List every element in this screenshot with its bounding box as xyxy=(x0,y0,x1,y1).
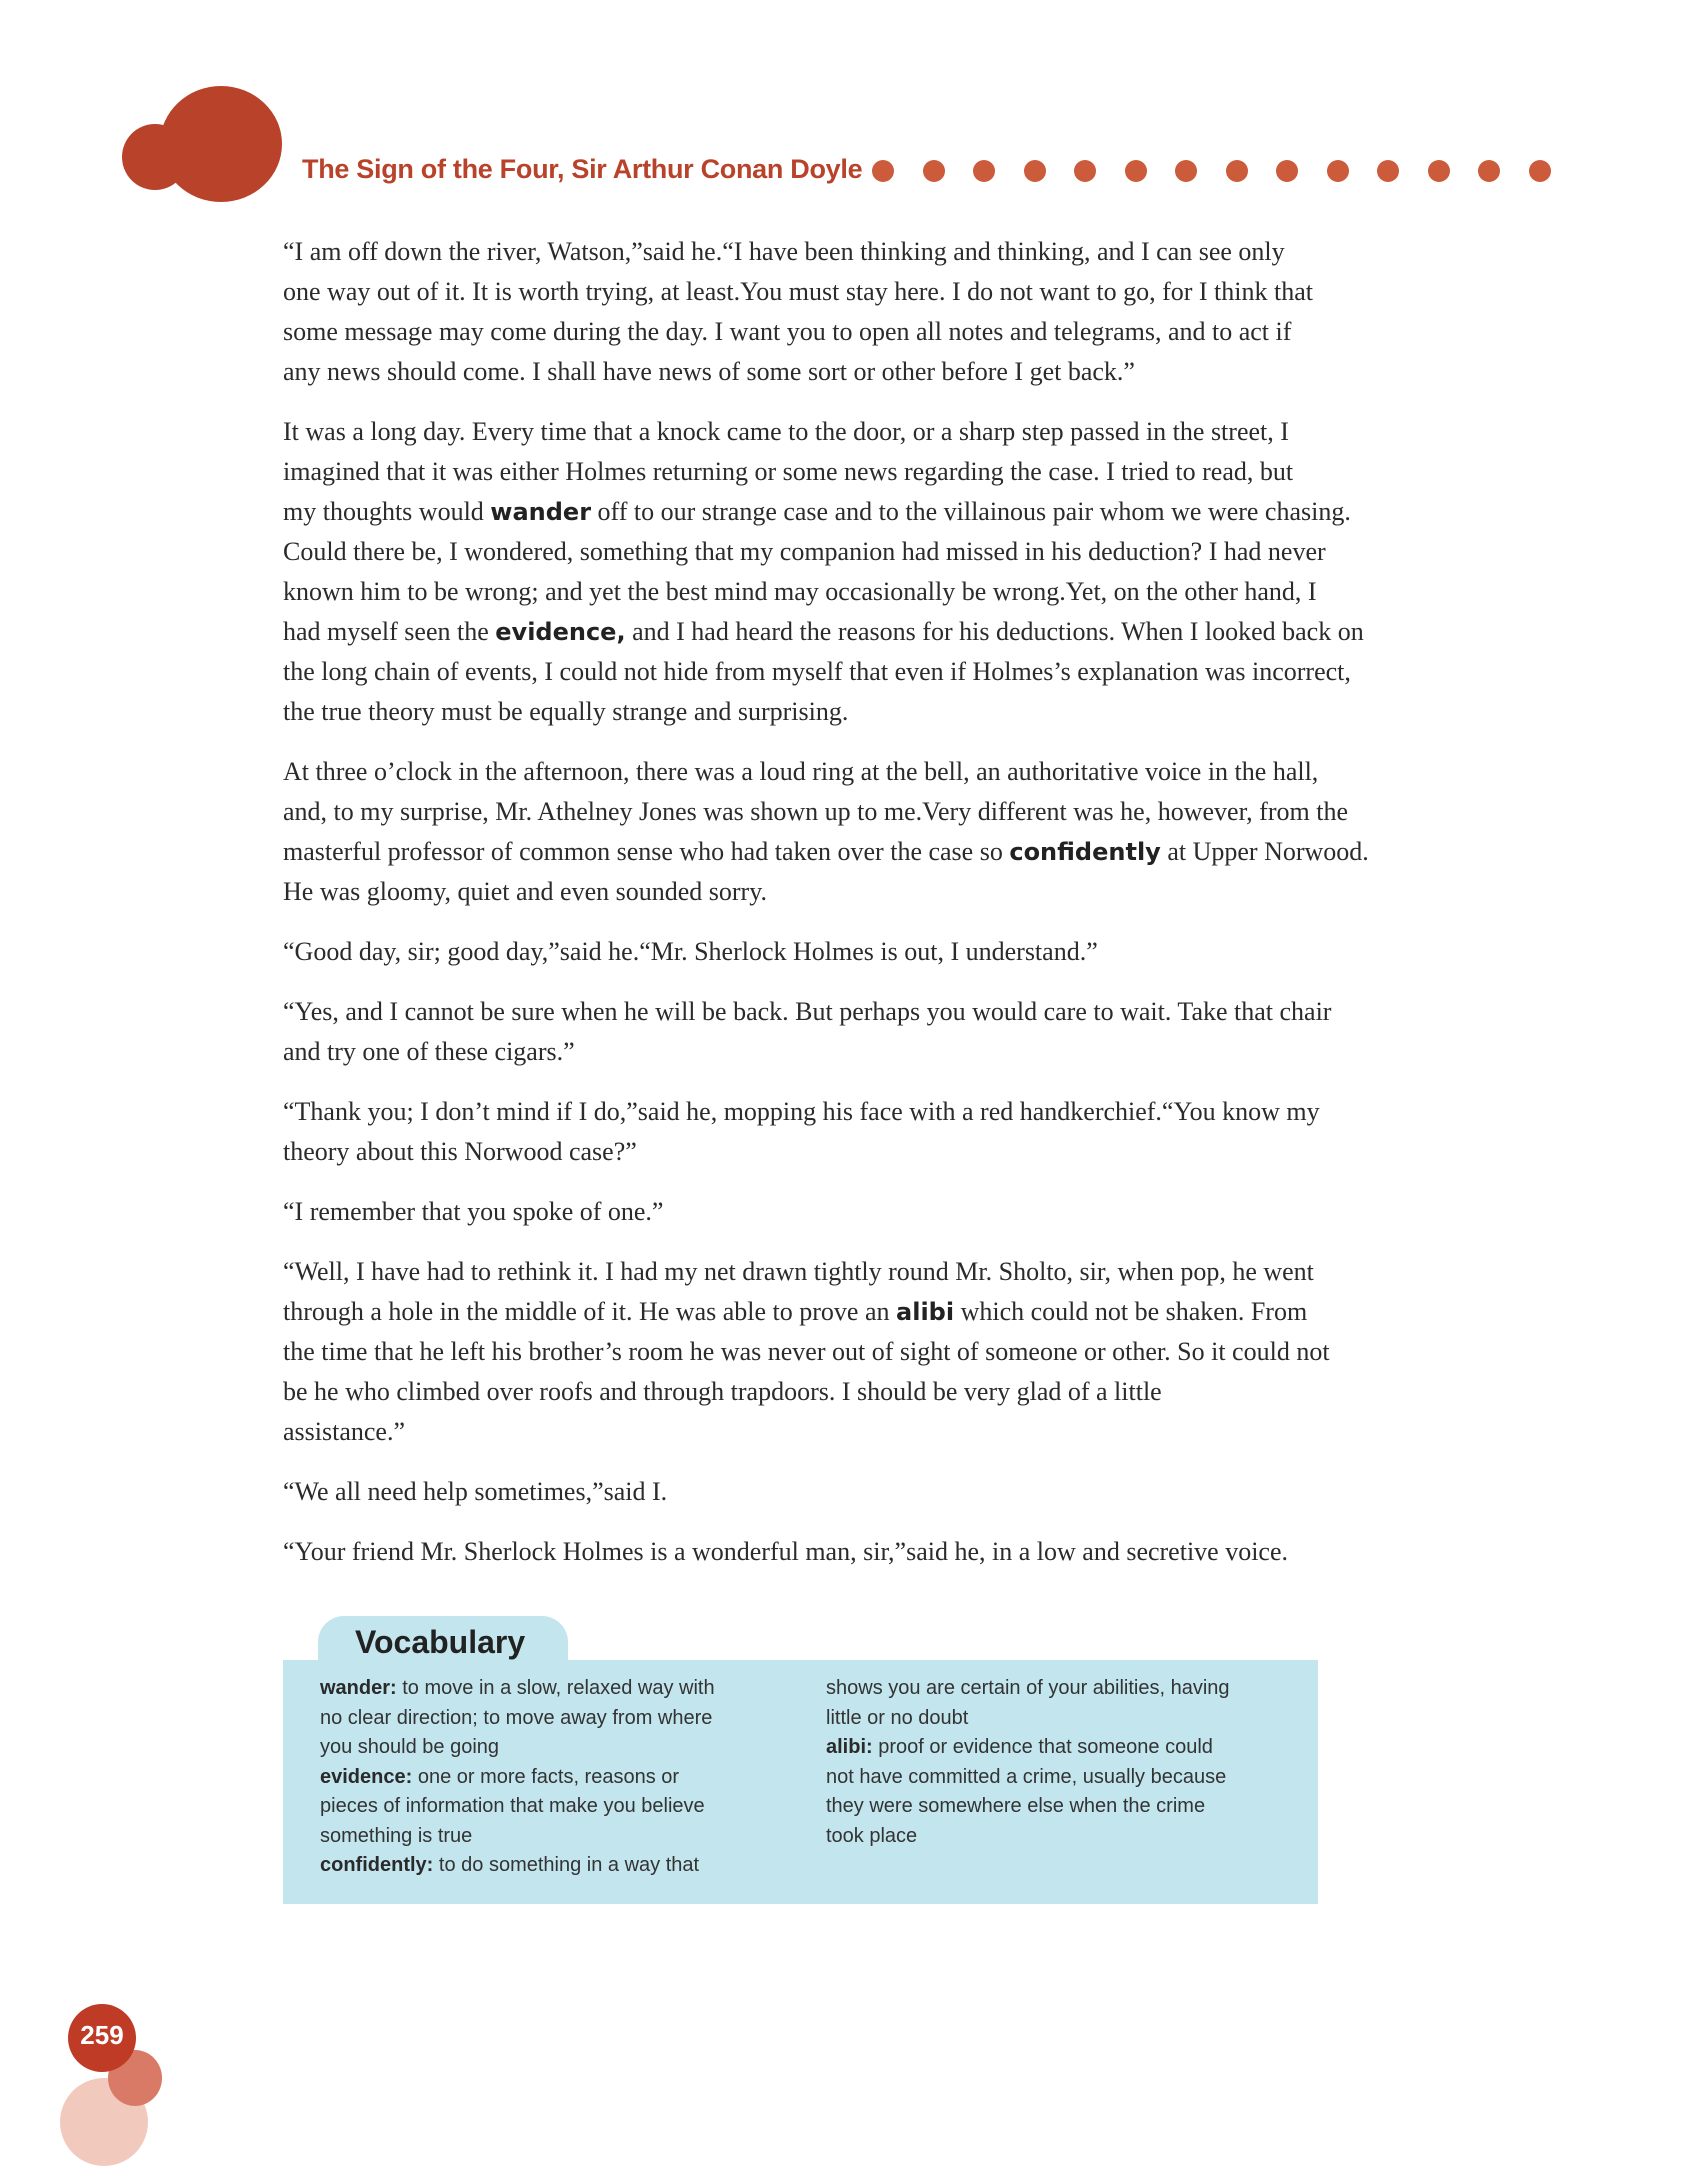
header-dot xyxy=(1377,160,1399,182)
vocabulary-term: wander: xyxy=(320,1677,397,1699)
vocabulary-line: shows you are certain of your abilities, having xyxy=(826,1677,1230,1699)
text-line: imagined that it was either Holmes returning or some news regarding the case. I tried to read, but xyxy=(283,457,1294,486)
story-paragraph xyxy=(283,752,1483,912)
header-dot xyxy=(1024,160,1046,182)
text-line: “We all need help sometimes,”said I. xyxy=(283,1477,668,1506)
vocabulary-term: confidently: xyxy=(320,1854,434,1876)
header-dot xyxy=(1125,160,1147,182)
text-line: and try one of these cigars.” xyxy=(283,1037,575,1066)
header-dot xyxy=(1175,160,1197,182)
vocabulary-word-highlight: evidence, xyxy=(495,618,626,646)
vocabulary-column-right xyxy=(826,1674,1230,1851)
text-line: assistance.” xyxy=(283,1417,406,1446)
text-line: At three o’clock in the afternoon, there was a loud ring at the bell, an authoritative voice in the hall, xyxy=(283,757,1319,786)
story-paragraph xyxy=(283,1192,1483,1232)
header-dot xyxy=(872,160,894,182)
header-dot xyxy=(1074,160,1096,182)
vocabulary-line: wander: to move in a slow, relaxed way with xyxy=(320,1677,715,1699)
vocabulary-line: you should be going xyxy=(320,1736,500,1758)
vocabulary-line: something is true xyxy=(320,1824,473,1847)
chapter-title: The Sign of the Four, Sir Arthur Conan Doyle xyxy=(302,154,863,184)
header-dot xyxy=(973,160,995,182)
header-dot xyxy=(1327,160,1349,182)
header-dot xyxy=(1529,160,1551,182)
story-text xyxy=(283,232,1483,1592)
vocabulary-line: pieces of information that make you believe xyxy=(320,1795,705,1817)
vocabulary-column-left xyxy=(320,1674,715,1881)
text-line: “I remember that you spoke of one.” xyxy=(283,1197,664,1226)
vocabulary-line: evidence: one or more facts, reasons or xyxy=(320,1765,680,1788)
vocabulary-line: not have committed a crime, usually because xyxy=(826,1765,1227,1788)
vocabulary-word-highlight: confidently xyxy=(1009,838,1161,866)
text-line: had myself seen the evidence, and I had heard the reasons for his deductions. When I looked back on xyxy=(283,617,1364,646)
header-dot xyxy=(1478,160,1500,182)
text-line: the true theory must be equally strange and surprising. xyxy=(283,697,849,726)
text-line: and, to my surprise, Mr. Athelney Jones was shown up to me.Very different was he, however, from the xyxy=(283,797,1348,826)
text-line: “Thank you; I don’t mind if I do,”said he, mopping his face with a red handkerchief.“You know my xyxy=(283,1097,1320,1126)
header-dot xyxy=(1276,160,1298,182)
text-line: “Your friend Mr. Sherlock Holmes is a wonderful man, sir,”said he, in a low and secretive voice. xyxy=(283,1537,1289,1566)
text-line: my thoughts would wander off to our strange case and to the villainous pair whom we were chasing. xyxy=(283,497,1351,526)
header-decoration-small-circle xyxy=(122,124,188,190)
vocabulary-title: Vocabulary xyxy=(355,1624,526,1660)
story-paragraph xyxy=(283,932,1483,972)
story-paragraph xyxy=(283,1472,1483,1512)
text-line: masterful professor of common sense who had taken over the case so confidently at Upper Norwood. xyxy=(283,837,1369,866)
text-line: “Well, I have had to rethink it. I had my net drawn tightly round Mr. Sholto, sir, when pop, he went xyxy=(283,1257,1314,1286)
text-line: “Good day, sir; good day,”said he.“Mr. Sherlock Holmes is out, I understand.” xyxy=(283,937,1098,966)
text-line: “I am off down the river, Watson,”said he.“I have been thinking and thinking, and I can see only xyxy=(283,237,1285,266)
story-paragraph xyxy=(283,412,1483,732)
text-line: the time that he left his brother’s room he was never out of sight of someone or other. So it could not xyxy=(283,1337,1330,1366)
text-line: Could there be, I wondered, something that my companion had missed in his deduction? I had never xyxy=(283,537,1326,566)
story-paragraph xyxy=(283,232,1483,392)
header-dot xyxy=(1428,160,1450,182)
text-line: be he who climbed over roofs and through trapdoors. I should be very glad of a little xyxy=(283,1377,1162,1406)
vocabulary-word-highlight: wander xyxy=(490,498,592,526)
text-line: the long chain of events, I could not hide from myself that even if Holmes’s explanation was incorrect, xyxy=(283,657,1351,686)
vocabulary-line: no clear direction; to move away from where xyxy=(320,1706,713,1729)
vocabulary-term: alibi: xyxy=(826,1736,873,1758)
text-line: one way out of it. It is worth trying, at least.You must stay here. I do not want to go, for I think that xyxy=(283,277,1313,306)
vocabulary-line: took place xyxy=(826,1824,918,1847)
text-line: through a hole in the middle of it. He was able to prove an alibi which could not be shaken. From xyxy=(283,1297,1308,1326)
page-number: 259 xyxy=(80,2020,124,2050)
text-line: “Yes, and I cannot be sure when he will be back. But perhaps you would care to wait. Take that chair xyxy=(283,997,1332,1026)
vocabulary-term: evidence: xyxy=(320,1765,413,1788)
vocabulary-line: little or no doubt xyxy=(826,1706,969,1729)
text-line: any news should come. I shall have news of some sort or other before I get back.” xyxy=(283,357,1135,386)
vocabulary-line: they were somewhere else when the crime xyxy=(826,1795,1206,1817)
text-line: some message may come during the day. I want you to open all notes and telegrams, and to act if xyxy=(283,317,1292,346)
vocabulary-line: alibi: proof or evidence that someone could xyxy=(826,1736,1213,1758)
story-paragraph xyxy=(283,1092,1483,1172)
text-line: theory about this Norwood case?” xyxy=(283,1137,637,1166)
header-dot xyxy=(923,160,945,182)
story-paragraph xyxy=(283,1532,1483,1572)
vocabulary-line: confidently: to do something in a way that xyxy=(320,1854,700,1876)
vocabulary-word-highlight: alibi xyxy=(896,1298,955,1326)
story-paragraph xyxy=(283,992,1483,1072)
text-line: known him to be wrong; and yet the best mind may occasionally be wrong.Yet, on the other hand, I xyxy=(283,577,1317,606)
text-line: It was a long day. Every time that a knock came to the door, or a sharp step passed in the street, I xyxy=(283,417,1289,446)
text-line: He was gloomy, quiet and even sounded sorry. xyxy=(283,877,768,906)
story-paragraph xyxy=(283,1252,1483,1452)
header-dot xyxy=(1226,160,1248,182)
